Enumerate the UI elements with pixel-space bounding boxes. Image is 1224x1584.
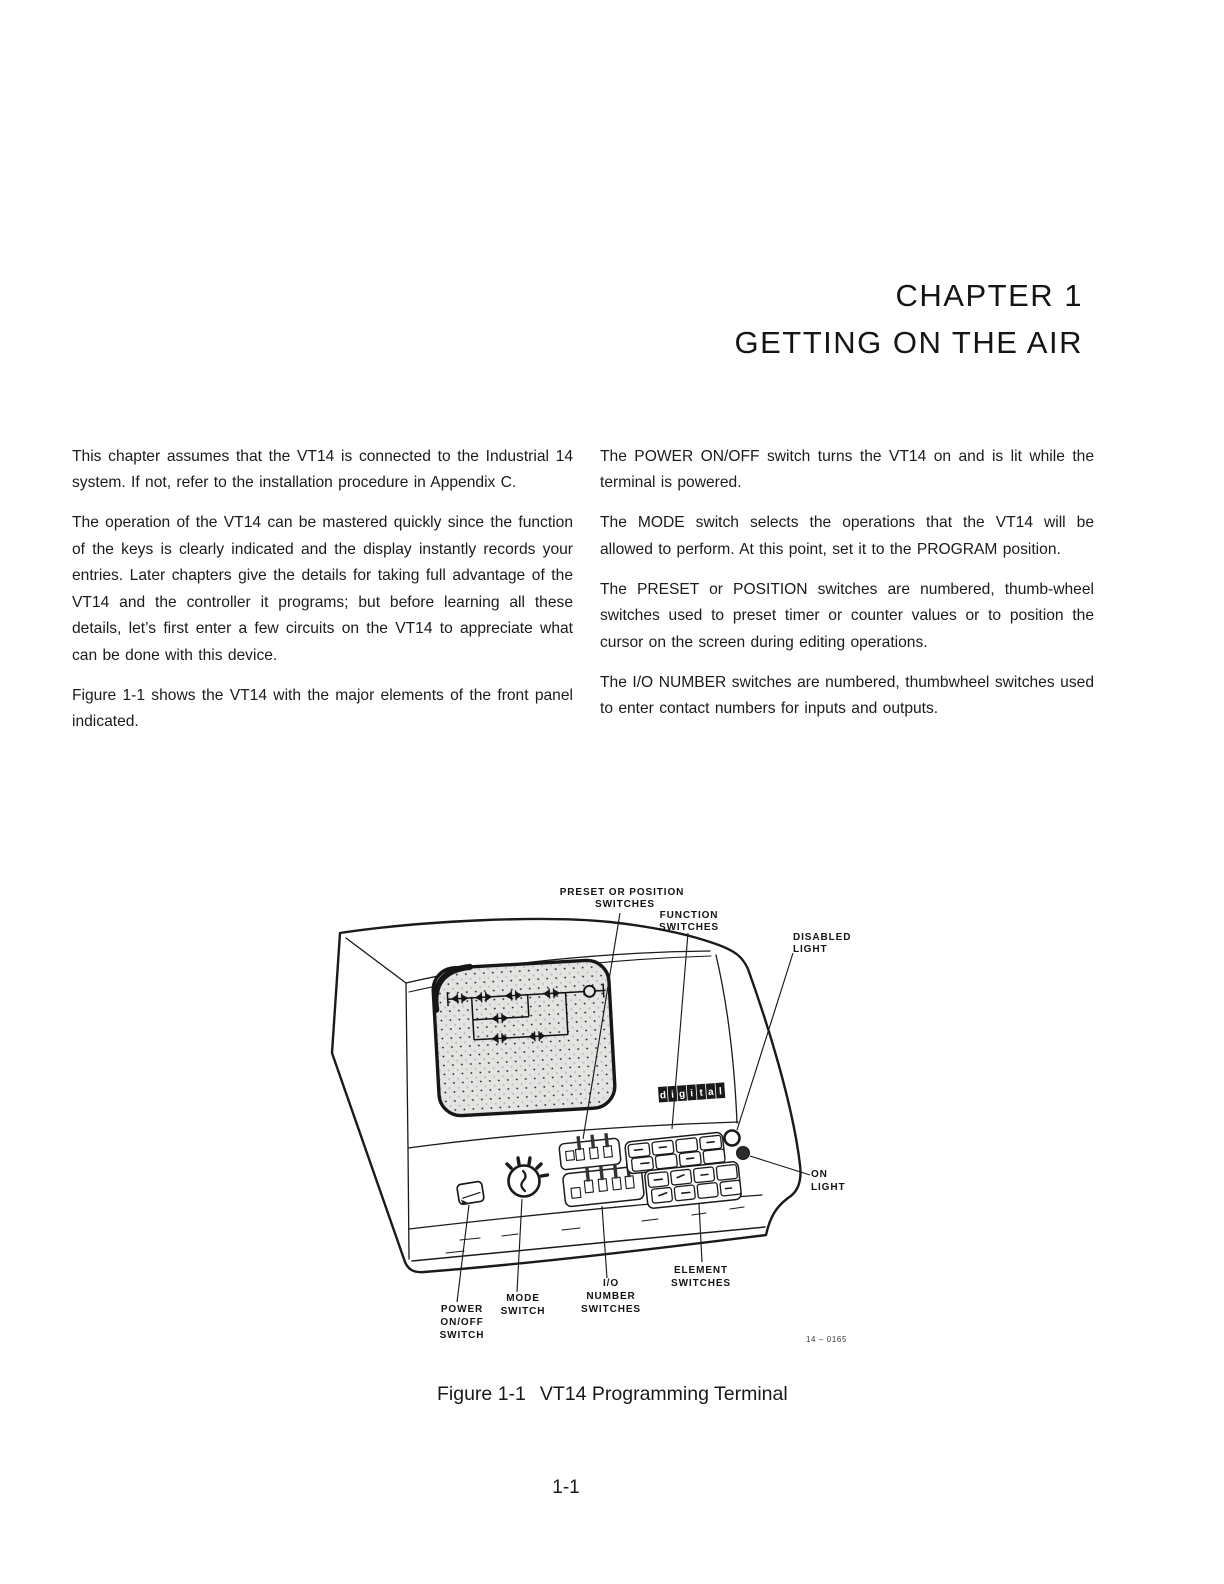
figure-1-1 bbox=[310, 865, 880, 1355]
chapter-number: CHAPTER 1 bbox=[895, 278, 1083, 313]
terminal-line-drawing bbox=[310, 865, 880, 1355]
logo-letter: l bbox=[718, 1086, 723, 1098]
label-preset-or-position-switches: PRESET OR POSITION bbox=[559, 887, 685, 898]
paragraph: The operation of the VT14 can be mastered quickly since the function of the keys is clearly indicated and the display instantly records your entries. Later chapters give the details for taking full advantage of the VT14 and the controller it programs; but before learning all these details, let’s first enter a few circuits on the VT14 to appreciate what can be done with this device. bbox=[72, 514, 573, 664]
paragraph: The I/O NUMBER switches are numbered, thumbwheel switches used to enter contact numbers for inputs and outputs. bbox=[600, 673, 1094, 718]
label-io-number-switches: SWITCHES bbox=[581, 1304, 641, 1315]
paragraph: Figure 1-1 shows the VT14 with the major elements of the front panel indicated. bbox=[72, 686, 573, 731]
label-io-number-switches: I/O bbox=[602, 1278, 620, 1289]
label-element-switches: ELEMENT bbox=[673, 1265, 729, 1276]
logo-letter: a bbox=[707, 1086, 715, 1099]
power-on-off-switch bbox=[457, 1181, 485, 1205]
ladder-coil bbox=[584, 985, 596, 997]
logo-letter: d bbox=[659, 1090, 667, 1102]
figure-caption-label: Figure 1-1 bbox=[437, 1383, 526, 1405]
figure-caption-text: VT14 Programming Terminal bbox=[539, 1383, 788, 1405]
label-power-on-off-switch: POWER bbox=[440, 1304, 484, 1315]
crt-screen bbox=[432, 959, 616, 1117]
screen-glass bbox=[432, 959, 616, 1117]
label-disabled-light: LIGHT bbox=[793, 944, 828, 955]
paragraph: This chapter assumes that the VT14 is connected to the Industrial 14 system. If not, refer to the installation procedure in Appendix C. bbox=[72, 448, 573, 492]
disabled-light-indicator bbox=[725, 1131, 740, 1146]
label-element-switches: SWITCHES bbox=[671, 1278, 731, 1289]
paragraph: The MODE switch selects the operations that the VT14 will be allowed to perform. At this point, set it to the PROGRAM position. bbox=[600, 514, 1094, 558]
label-disabled-light: DISABLED bbox=[793, 932, 852, 943]
drawing-reference-number: 14 – 0165 bbox=[806, 1335, 847, 1344]
label-mode-switch: MODE bbox=[506, 1293, 540, 1304]
label-on-light: ON bbox=[811, 1169, 828, 1180]
paragraph: The POWER ON/OFF switch turns the VT14 on and is lit while the terminal is powered. bbox=[600, 448, 1094, 492]
paragraph: The PRESET or POSITION switches are numbered, thumb-wheel switches used to preset timer or counter values or to position the cursor on the screen during editing operations. bbox=[600, 580, 1094, 651]
right-column bbox=[600, 444, 1094, 736]
logo-letter: i bbox=[670, 1089, 675, 1101]
label-on-light: LIGHT bbox=[811, 1182, 846, 1193]
figure-caption bbox=[437, 1383, 788, 1406]
chapter-title: GETTING ON THE AIR bbox=[734, 325, 1083, 360]
logo-letter: t bbox=[699, 1087, 704, 1099]
left-column bbox=[72, 444, 573, 749]
label-function-switches: FUNCTION bbox=[659, 910, 719, 921]
label-power-on-off-switch: ON/OFF bbox=[440, 1317, 484, 1328]
label-mode-switch: SWITCH bbox=[500, 1306, 546, 1317]
on-light-indicator bbox=[737, 1147, 750, 1160]
label-function-switches: SWITCHES bbox=[659, 922, 719, 933]
label-preset-or-position-switches: SWITCHES bbox=[595, 899, 655, 910]
page-number: 1-1 bbox=[552, 1477, 580, 1498]
label-power-on-off-switch: SWITCH bbox=[439, 1330, 485, 1341]
logo-letter: i bbox=[689, 1088, 694, 1100]
chapter-heading bbox=[734, 272, 1083, 366]
logo-letter: g bbox=[678, 1088, 686, 1101]
label-io-number-switches: NUMBER bbox=[586, 1291, 636, 1302]
